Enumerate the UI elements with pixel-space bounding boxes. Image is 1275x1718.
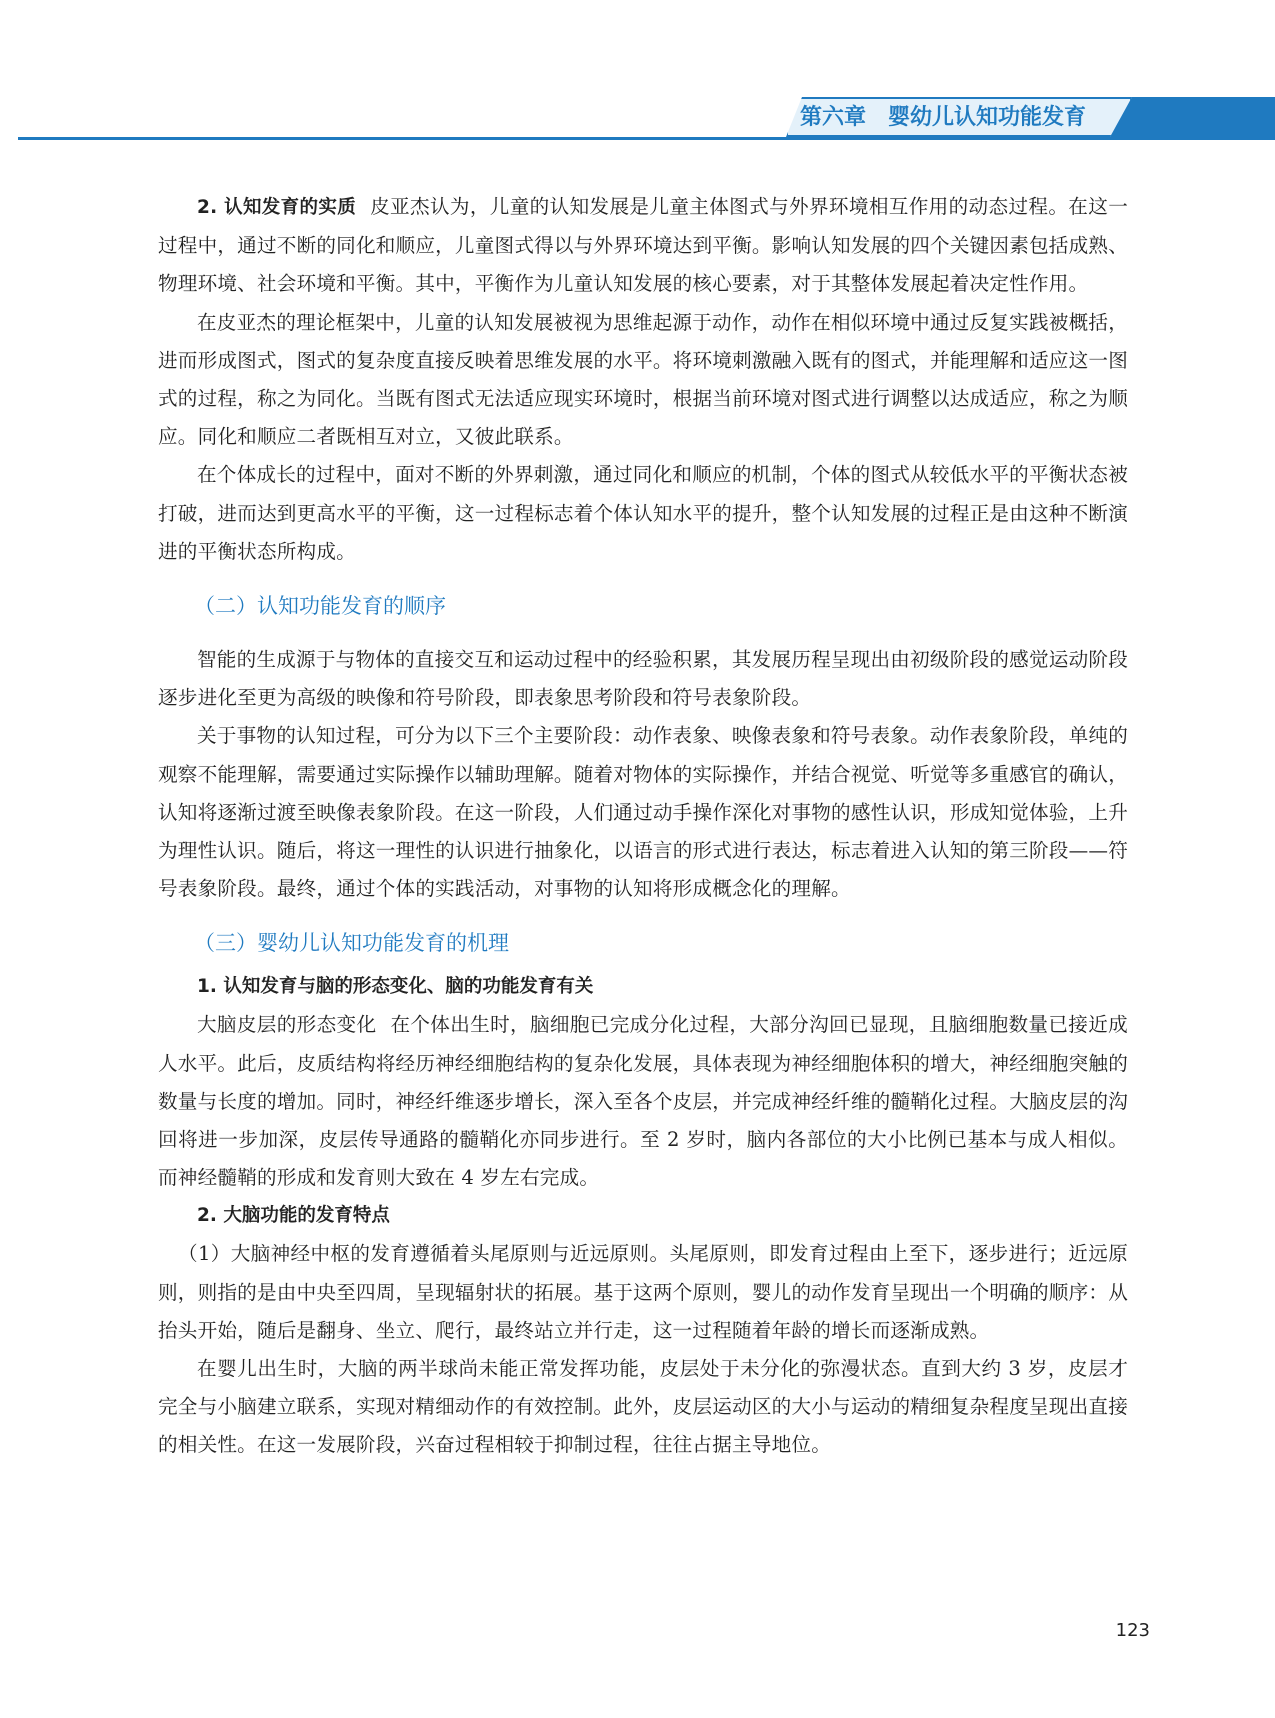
paragraph-text: 在个体出生时，脑细胞已完成分化过程，大部分沟回已显现，且脑细胞数量已接近成人水平。此后，皮质结构将经历神经细胞结构的复杂化发展，具体表现为神经细胞体积的增大，神经细胞突触的数量与长度的增加。同时，神经纤维逐步增长，深入至各个皮层，并完成神经纤维的髓鞘化过程。大脑皮层的沟回将进一步加深，皮层传导通路的髓鞘化亦同步进行。至 2 岁时，脑内各部位的大小比例已基本与成人相似。而神经髓鞘的形成和发育则大致在 4 岁左右完成。 [158, 1013, 1128, 1190]
paragraph-text: 皮亚杰认为，儿童的认知发展是儿童主体图式与外界环境相互作用的动态过程。在这一过程中，通过不断的同化和顺应，儿童图式得以与外界环境达到平衡。影响认知发展的四个关键因素包括成熟、物理环境、社会环境和平衡。其中，平衡作为儿童认知发展的核心要素，对于其整体发展起着决定性作用。 [158, 195, 1128, 296]
paragraph-cognitive-stages: 关于事物的认知过程，可分为以下三个主要阶段：动作表象、映像表象和符号表象。动作表象阶段，单纯的观察不能理解，需要通过实际操作以辅助理解。随着对物体的实际操作，并结合视觉、听觉等多重感官的确认，认知将逐渐过渡至映像表象阶段。在这一阶段，人们通过动手操作深化对事物的感性认识，形成知觉体验，上升为理性认识。随后，将这一理性的认识进行抽象化，以语言的形式进行表达，标志着进入认知的第三阶段——符号表象阶段。最终，通过个体的实践活动，对事物的认知将形成概念化的理解。 [158, 724, 1128, 901]
subheading-brain-function: 2. 大脑功能的发育特点 [197, 1205, 390, 1227]
page-number: 123 [1115, 1620, 1150, 1641]
paragraph-essence-intro [158, 188, 1128, 304]
chapter-header [800, 102, 1130, 134]
subheading-brain-morphology: 1. 认知发育与脑的形态变化、脑的功能发育有关 [197, 976, 594, 998]
paragraph-hemispheres: 在婴儿出生时，大脑的两半球尚未能正常发挥功能，皮层处于未分化的弥漫状态。直到大约 3 岁，皮层才完全与小脑建立联系，实现对精细动作的有效控制。此外，皮层运动区的大小与运动的精细复杂程度呈现出直接的相关性。在这一发展阶段，兴奋过程相较于抑制过程，往往占据主导地位。 [158, 1357, 1128, 1457]
paragraph-piaget-framework: 在皮亚杰的理论框架中，儿童的认知发展被视为思维起源于动作，动作在相似环境中通过反复实践被概括，进而形成图式，图式的复杂度直接反映着思维发展的水平。将环境刺激融入既有的图式，并能理解和适应这一图式的过程，称之为同化。当既有图式无法适应现实环境时，根据当前环境对图式进行调整以达成适应，称之为顺应。同化和顺应二者既相互对立，又彼此联系。 [158, 310, 1128, 449]
page-content [158, 188, 1128, 1465]
chapter-title: 婴幼儿认知功能发育 [888, 105, 1087, 130]
paragraph-equilibrium: 在个体成长的过程中，面对不断的外界刺激，通过同化和顺应的机制，个体的图式从较低水平的平衡状态被打破，进而达到更高水平的平衡，这一过程标志着个体认知水平的提升，整个认知发展的过程正是由这种不断演进的平衡状态所构成。 [158, 463, 1128, 563]
paragraph-lead: 大脑皮层的形态变化 [197, 1013, 377, 1037]
section-heading-mechanism: （三）婴幼儿认知功能发育的机理 [194, 931, 509, 956]
header-rule [18, 137, 1275, 140]
paragraph-development-principles: （1）大脑神经中枢的发育遵循着头尾原则与近远原则。头尾原则，即发育过程由上至下，逐步进行；近远原则，则指的是由中央至四周，呈现辐射状的拓展。基于这两个原则，婴儿的动作发育呈现出一个明确的顺序：从抬头开始，随后是翻身、坐立、爬行，最终站立并行走，这一过程随着年龄的增长而逐渐成熟。 [158, 1242, 1128, 1342]
section-heading-order: （二）认知功能发育的顺序 [194, 594, 446, 619]
paragraph-intelligence-origin: 智能的生成源于与物体的直接交互和运动过程中的经验积累，其发展历程呈现出由初级阶段的感觉运动阶段逐步进化至更为高级的映像和符号阶段，即表象思考阶段和符号表象阶段。 [158, 648, 1128, 710]
paragraph-lead: 2. 认知发育的实质 [197, 197, 357, 218]
chapter-label: 第六章 [800, 105, 867, 130]
paragraph-cortex-morphology [158, 1006, 1128, 1197]
